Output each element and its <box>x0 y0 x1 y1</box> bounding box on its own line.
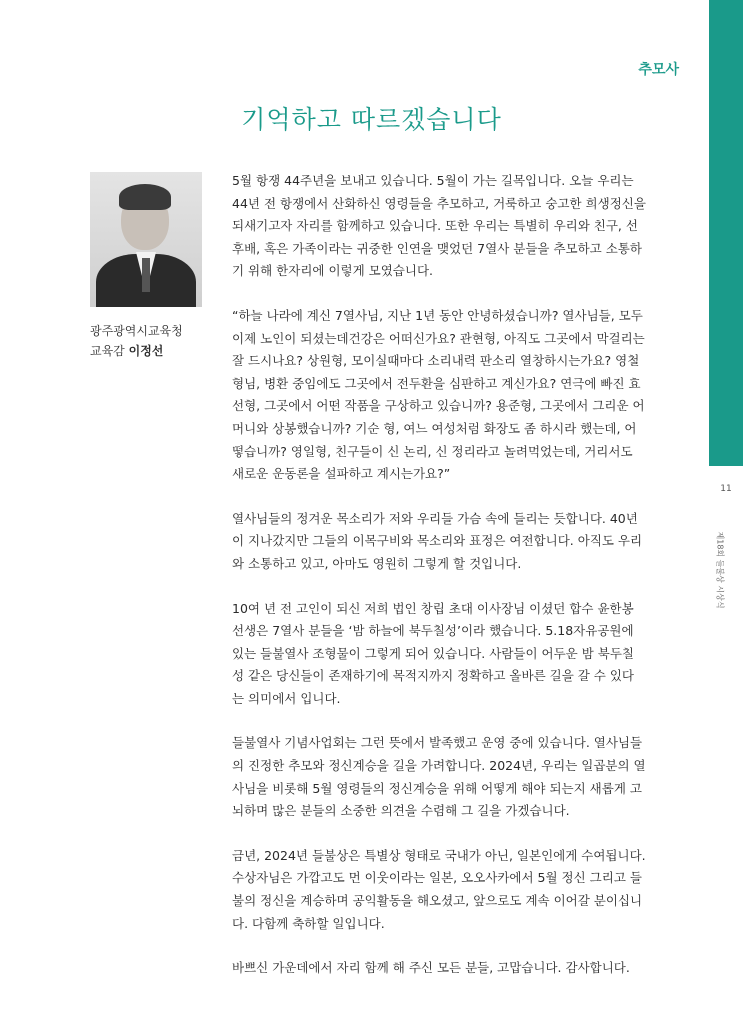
author-credit <box>90 321 183 361</box>
section-label: 추모사 <box>638 62 679 78</box>
paragraph: 5월 항쟁 44주년을 보내고 있습니다. 5월이 가는 길목입니다. 오늘 우리는 44년 전 항쟁에서 산화하신 영령들을 추모하고, 거룩하고 숭고한 희생정신을 되새기고자 자리를 함께하고 있습니다. 또한 우리는 특별히 우리와 친구, 선후배, 혹은 가족이라는 귀중한 인연을 맺었던 7열사 분들을 추모하고 소통하기 위해 한자리에 이렇게 모였습니다. <box>232 173 646 279</box>
author-role-line <box>90 341 183 361</box>
side-running-title: 제18회 들불상 시상식 <box>715 531 725 609</box>
side-accent-bar <box>709 0 743 466</box>
author-role: 교육감 <box>90 344 125 358</box>
author-portrait <box>90 172 202 307</box>
author-name: 이정선 <box>128 344 164 358</box>
paragraph: 10여 년 전 고인이 되신 저희 법인 창립 초대 이사장님 이셨던 합수 윤한봉 선생은 7열사 분들을 ‘밤 하늘에 북두칠성’이라 했습니다. 5.18자유공원에 있는 들불열사 조형물이 그렇게 되어 있습니다. 사람들이 어두운 밤 북두칠성 같은 당신들이 존재하기에 목적지까지 정확하고 올바른 길을 갈 수 있다는 의미에서 입니다. <box>232 600 634 706</box>
page-title: 기억하고 따르겠습니다 <box>241 105 502 134</box>
paragraph: “하늘 나라에 계신 7열사님, 지난 1년 동안 안녕하셨습니까? 열사님들, 모두 이제 노인이 되셨는데건강은 어떠신가요? 관현형, 아직도 그곳에서 막걸리는 잘 드시나요? 상원형, 모이실때마다 소리내력 판소리 열창하시는가요? 영철형님, 병환 중임에도 그곳에서 전두환을 심판하고 계신가요? 연극에 빠진 효선형, 그곳에서 어떤 작품을 구상하고 있습니까? 용준형, 그곳에서 그리운 어머니와 상봉했습니까? 기순 형, 여느 여성처럼 화장도 좀 하시라 했는데, 어떻습니까? 영일형, 친구들이 신 논리, 신 정리라고 놀려먹었는데, 거리서도 새로운 운동론을 설파하고 계시는가요?” <box>232 307 645 482</box>
author-organization: 광주광역시교육청 <box>90 324 183 338</box>
paragraph: 금년, 2024년 들불상은 특별상 형태로 국내가 아닌, 일본인에게 수여됩니다. 수상자님은 가깝고도 먼 이웃이라는 일본, 오오사카에서 5월 정신 그리고 들불의 정신을 계승하며 공익활동을 해오셨고, 앞으로도 계속 이어갈 분이십니다. 다함께 축하할 일입니다. <box>232 847 646 931</box>
paragraph: 바쁘신 가운데에서 자리 함께 해 주신 모든 분들, 고맙습니다. 감사합니다. <box>232 960 630 976</box>
body-text <box>232 170 646 1002</box>
paragraph: 들불열사 기념사업회는 그런 뜻에서 발족했고 운영 중에 있습니다. 열사님들의 진정한 추모와 정신계승을 길을 가려합니다. 2024년, 우리는 일곱분의 열사님을 비롯해 5월 영령들의 정신계승을 위해 어떻게 해야 되는지 새롭게 고뇌하며 많은 분들의 소중한 의견을 수렴해 그 길을 가겠습니다. <box>232 735 646 819</box>
page-number: 11 <box>720 484 732 494</box>
paragraph: 열사님들의 정겨운 목소리가 저와 우리들 가슴 속에 들리는 듯합니다. 40년이 지나갔지만 그들의 이목구비와 목소리와 표정은 여전합니다. 아직도 우리와 소통하고 있고, 아마도 영원히 그렇게 할 것입니다. <box>232 510 643 571</box>
